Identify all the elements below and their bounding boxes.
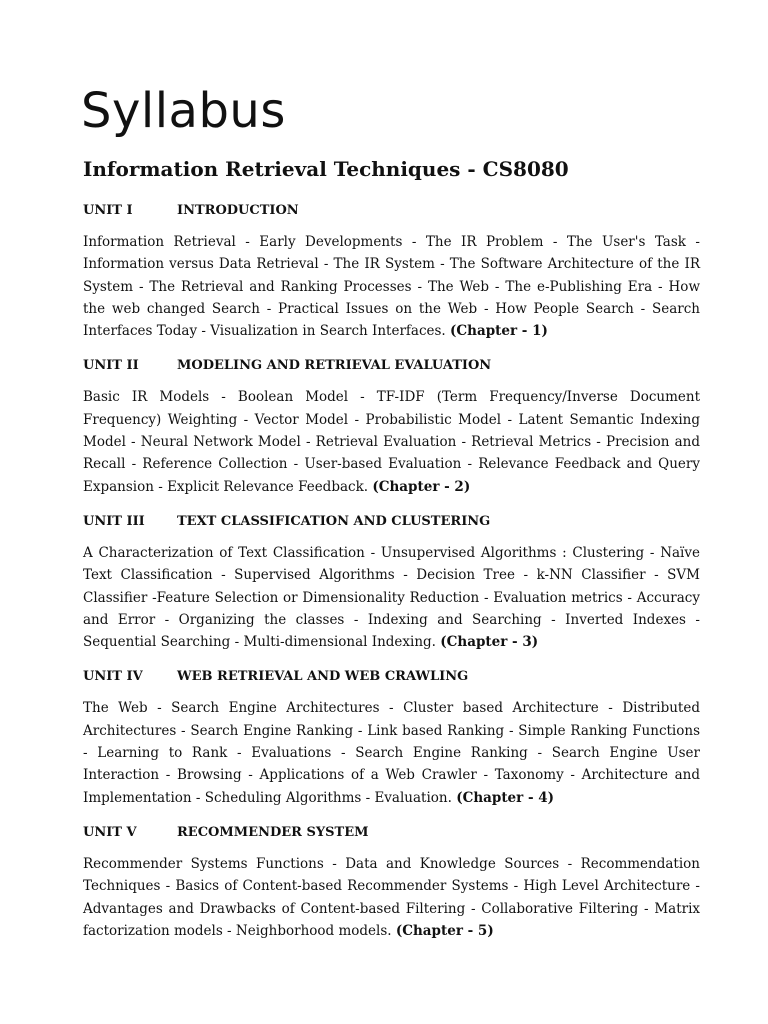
page-heading: Syllabus	[81, 83, 286, 139]
unit-5	[83, 821, 700, 942]
unit-label: UNIT IV	[83, 669, 143, 685]
unit-3	[83, 510, 700, 653]
unit-description	[83, 542, 700, 653]
chapter-reference: (Chapter - 3)	[440, 634, 539, 651]
unit-header	[83, 354, 700, 378]
chapter-reference: (Chapter - 5)	[395, 922, 494, 939]
unit-4	[83, 665, 700, 808]
unit-title: RECOMMENDER SYSTEM	[177, 824, 369, 840]
unit-topics: Basic IR Models - Boolean Model - TF-IDF (Term Frequency/Inverse Document Frequency) Weighting - Vector Model - Probabilistic Model - Latent Semantic Indexing Model - Neural Network Model - Retrieval Evaluation - Retrieval Metrics - Precision and Recall - Reference Collection - User-based Evaluation - Relevance Feedback and Query Expansion - Explicit Relevance Feedback.	[83, 389, 700, 495]
unit-header	[83, 821, 700, 845]
unit-title: INTRODUCTION	[177, 203, 299, 218]
unit-topics: The Web - Search Engine Architectures - Cluster based Architecture - Distributed Architectures - Search Engine Ranking - Link based Ranking - Simple Ranking Functions - Learning to Rank - Evaluations - Search Engine Ranking - Search Engine User Interaction - Browsing - Applications of a Web Crawler - Taxonomy - Architecture and Implementation - Scheduling Algorithms - Evaluation.	[83, 700, 700, 806]
unit-header	[83, 510, 700, 534]
chapter-reference: (Chapter - 2)	[372, 478, 471, 495]
unit-description	[83, 231, 700, 342]
chapter-reference: (Chapter - 1)	[450, 323, 548, 340]
unit-topics: Information Retrieval - Early Developments - The IR Problem - The User's Task - Information versus Data Retrieval - The IR System - The Software Architecture of the IR System - The Retrieval and Ranking Processes - The Web - The e-Publishing Era - How the web changed Search - Practical Issues on the Web - How People Search - Search Interfaces Today - Visualization in Search Interfaces.	[83, 234, 700, 340]
unit-title: TEXT CLASSIFICATION AND CLUSTERING	[177, 513, 491, 529]
unit-label: UNIT V	[83, 824, 137, 840]
unit-description	[83, 853, 700, 942]
subject-title: Information Retrieval Techniques - CS8080	[83, 157, 569, 181]
unit-header	[83, 665, 700, 689]
unit-header	[83, 199, 700, 223]
unit-label: UNIT I	[83, 203, 133, 218]
unit-2	[83, 354, 700, 497]
unit-topics: Recommender Systems Functions - Data and Knowledge Sources - Recommendation Techniques - Basics of Content-based Recommender Systems - High Level Architecture - Advantages and Drawbacks of Content-based Filtering - Collaborative Filtering - Matrix factorization models - Neighborhood models.	[83, 855, 700, 939]
unit-1	[83, 199, 700, 342]
unit-title: MODELING AND RETRIEVAL EVALUATION	[177, 358, 492, 374]
unit-label: UNIT II	[83, 358, 139, 374]
unit-list	[83, 199, 700, 954]
unit-description	[83, 697, 700, 808]
unit-title: WEB RETRIEVAL AND WEB CRAWLING	[177, 669, 469, 685]
chapter-reference: (Chapter - 4)	[456, 789, 555, 806]
unit-label: UNIT III	[83, 513, 145, 529]
unit-description	[83, 386, 700, 497]
unit-topics: A Characterization of Text Classification - Unsupervised Algorithms : Clustering - Naïve Text Classification - Supervised Algorithms - Decision Tree - k-NN Classifier - SVM Classifier -Feature Selection or Dimensionality Reduction - Evaluation metrics - Accuracy and Error - Organizing the classes - Indexing and Searching - Inverted Indexes - Sequential Searching - Multi-dimensional Indexing.	[83, 544, 700, 651]
